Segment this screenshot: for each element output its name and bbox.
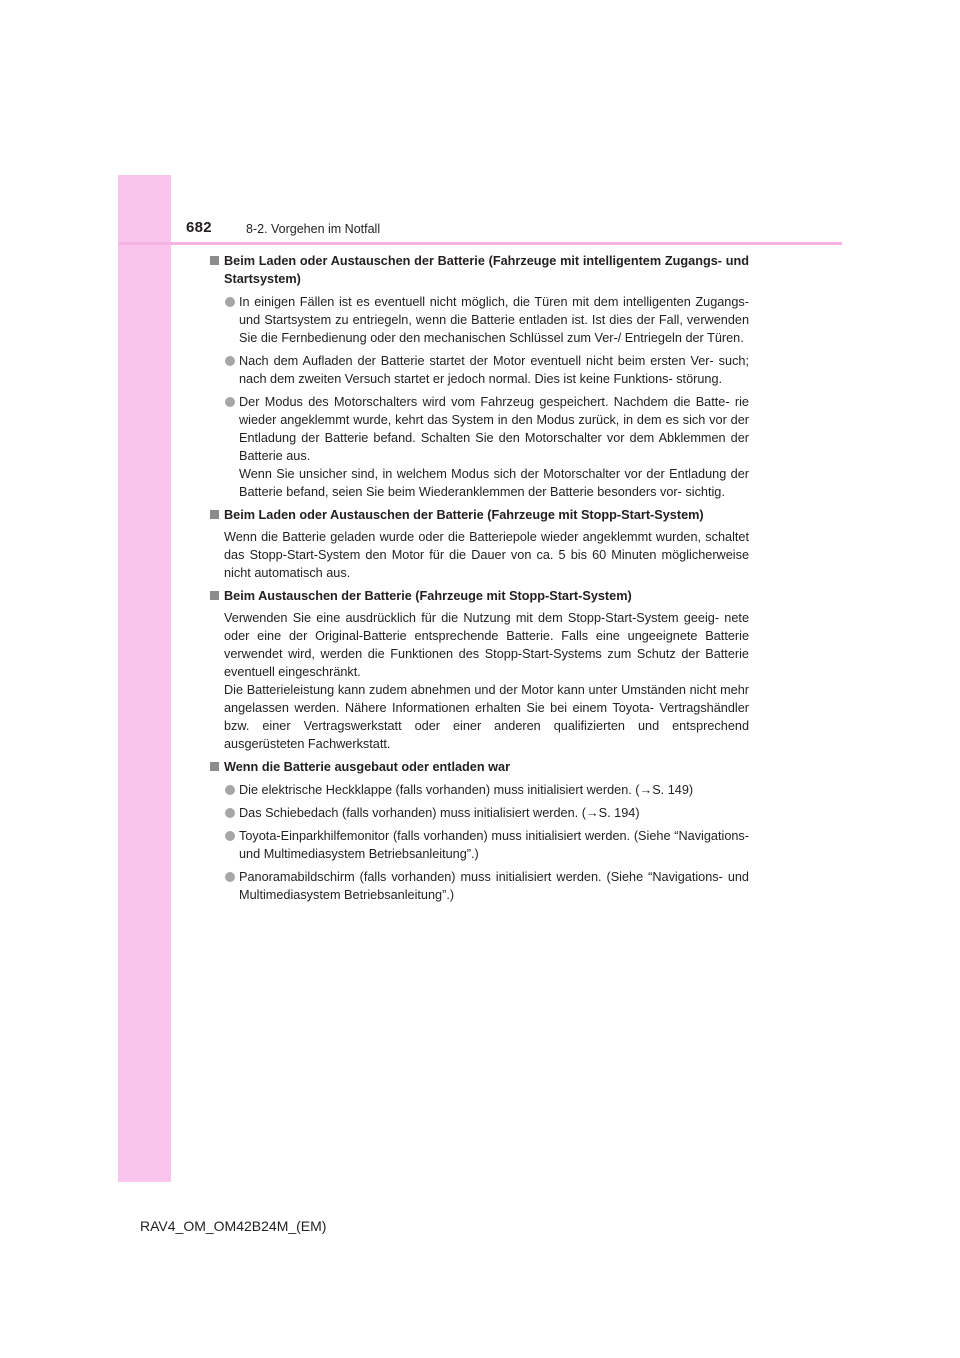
list-item: Panoramabildschirm (falls vorhanden) muss initialisiert werden. (Siehe “Navigations- und Multimediasystem Betriebsanleitung”.) bbox=[209, 868, 749, 904]
list-item: Nach dem Aufladen der Batterie startet der Motor eventuell nicht beim ersten Ver- such; nach dem zweiten Versuch startet er jedoch normal. Dies ist keine Funktions- störung. bbox=[209, 352, 749, 388]
side-band bbox=[118, 175, 171, 1182]
page-content bbox=[209, 252, 749, 904]
list-item: Der Modus des Motorschalters wird vom Fahrzeug gespeichert. Nachdem die Batte- rie wieder angeklemmt wurde, kehrt das System in den Modus zurück, in dem es sich vor der Entladung der Batterie befand. Schalten Sie den Motorschalter vor dem Abklemmen der Batterie aus. Wenn Sie unsicher sind, in welchem Modus sich der Motorschalter vor der Entladung der Batterie befand, seien Sie beim Wiederanklemmen der Batterie besonders vor- sichtig. bbox=[209, 393, 749, 501]
circle-bullet-icon bbox=[225, 831, 235, 841]
header-rule bbox=[118, 242, 842, 245]
circle-bullet-icon bbox=[225, 397, 235, 407]
page-number: 682 bbox=[186, 219, 212, 236]
square-bullet-icon bbox=[210, 510, 219, 519]
circle-bullet-icon bbox=[225, 785, 235, 795]
paragraph: Verwenden Sie eine ausdrücklich für die Nutzung mit dem Stopp-Start-System geeig- nete oder eine der Original-Batterie entsprechende Batterie. Falls eine ungeeignete Batterie verwendet wird, werden die Funktionen des Stopp-Start-Systems zum Schutz der Batterie eventuell eingeschränkt. Die Batterieleistung kann zudem abnehmen und der Motor kann unter Umständen nicht mehr angelassen werden. Nähere Informationen erhalten Sie bei einem Toyota- Vertragshändler bzw. einer Vertragswerkstatt oder einer anderen qualifizierten und entsprechend ausgerüsteten Fachwerkstatt. bbox=[224, 611, 749, 751]
circle-bullet-icon bbox=[225, 297, 235, 307]
circle-bullet-icon bbox=[225, 808, 235, 818]
list-item: Das Schiebedach (falls vorhanden) muss initialisiert werden. (→S. 194) bbox=[209, 804, 749, 822]
section-heading: Beim Laden oder Austauschen der Batterie (Fahrzeuge mit Stopp-Start-System) bbox=[209, 506, 749, 524]
section-heading: Beim Laden oder Austauschen der Batterie (Fahrzeuge mit intelligentem Zugangs- und Startsystem) bbox=[209, 252, 749, 288]
square-bullet-icon bbox=[210, 256, 219, 265]
list-item: Toyota-Einparkhilfemonitor (falls vorhanden) muss initialisiert werden. (Siehe “Navigations- und Multimediasystem Betriebsanleitung”.) bbox=[209, 827, 749, 863]
paragraph: Wenn die Batterie geladen wurde oder die Batteriepole wieder angeklemmt wurden, schaltet das Stopp-Start-System den Motor für die Dauer von ca. 5 bis 60 Minuten möglicherweise nicht automatisch aus. bbox=[224, 530, 749, 580]
section-heading: Wenn die Batterie ausgebaut oder entladen war bbox=[209, 758, 749, 776]
square-bullet-icon bbox=[210, 762, 219, 771]
list-item: In einigen Fällen ist es eventuell nicht möglich, die Türen mit dem intelligenten Zugangs- und Startsystem zu entriegeln, wenn die Batterie entladen ist. Ist dies der Fall, verwenden Sie die Fernbedienung oder den mechanischen Schlüssel zum Ver-/ Entriegeln der Türen. bbox=[209, 293, 749, 347]
circle-bullet-icon bbox=[225, 872, 235, 882]
document-code: RAV4_OM_OM42B24M_(EM) bbox=[140, 1218, 327, 1234]
list-item: Die elektrische Heckklappe (falls vorhanden) muss initialisiert werden. (→S. 149) bbox=[209, 781, 749, 799]
circle-bullet-icon bbox=[225, 356, 235, 366]
section-heading: Beim Austauschen der Batterie (Fahrzeuge mit Stopp-Start-System) bbox=[209, 587, 749, 605]
square-bullet-icon bbox=[210, 591, 219, 600]
section-title: 8-2. Vorgehen im Notfall bbox=[246, 222, 381, 236]
